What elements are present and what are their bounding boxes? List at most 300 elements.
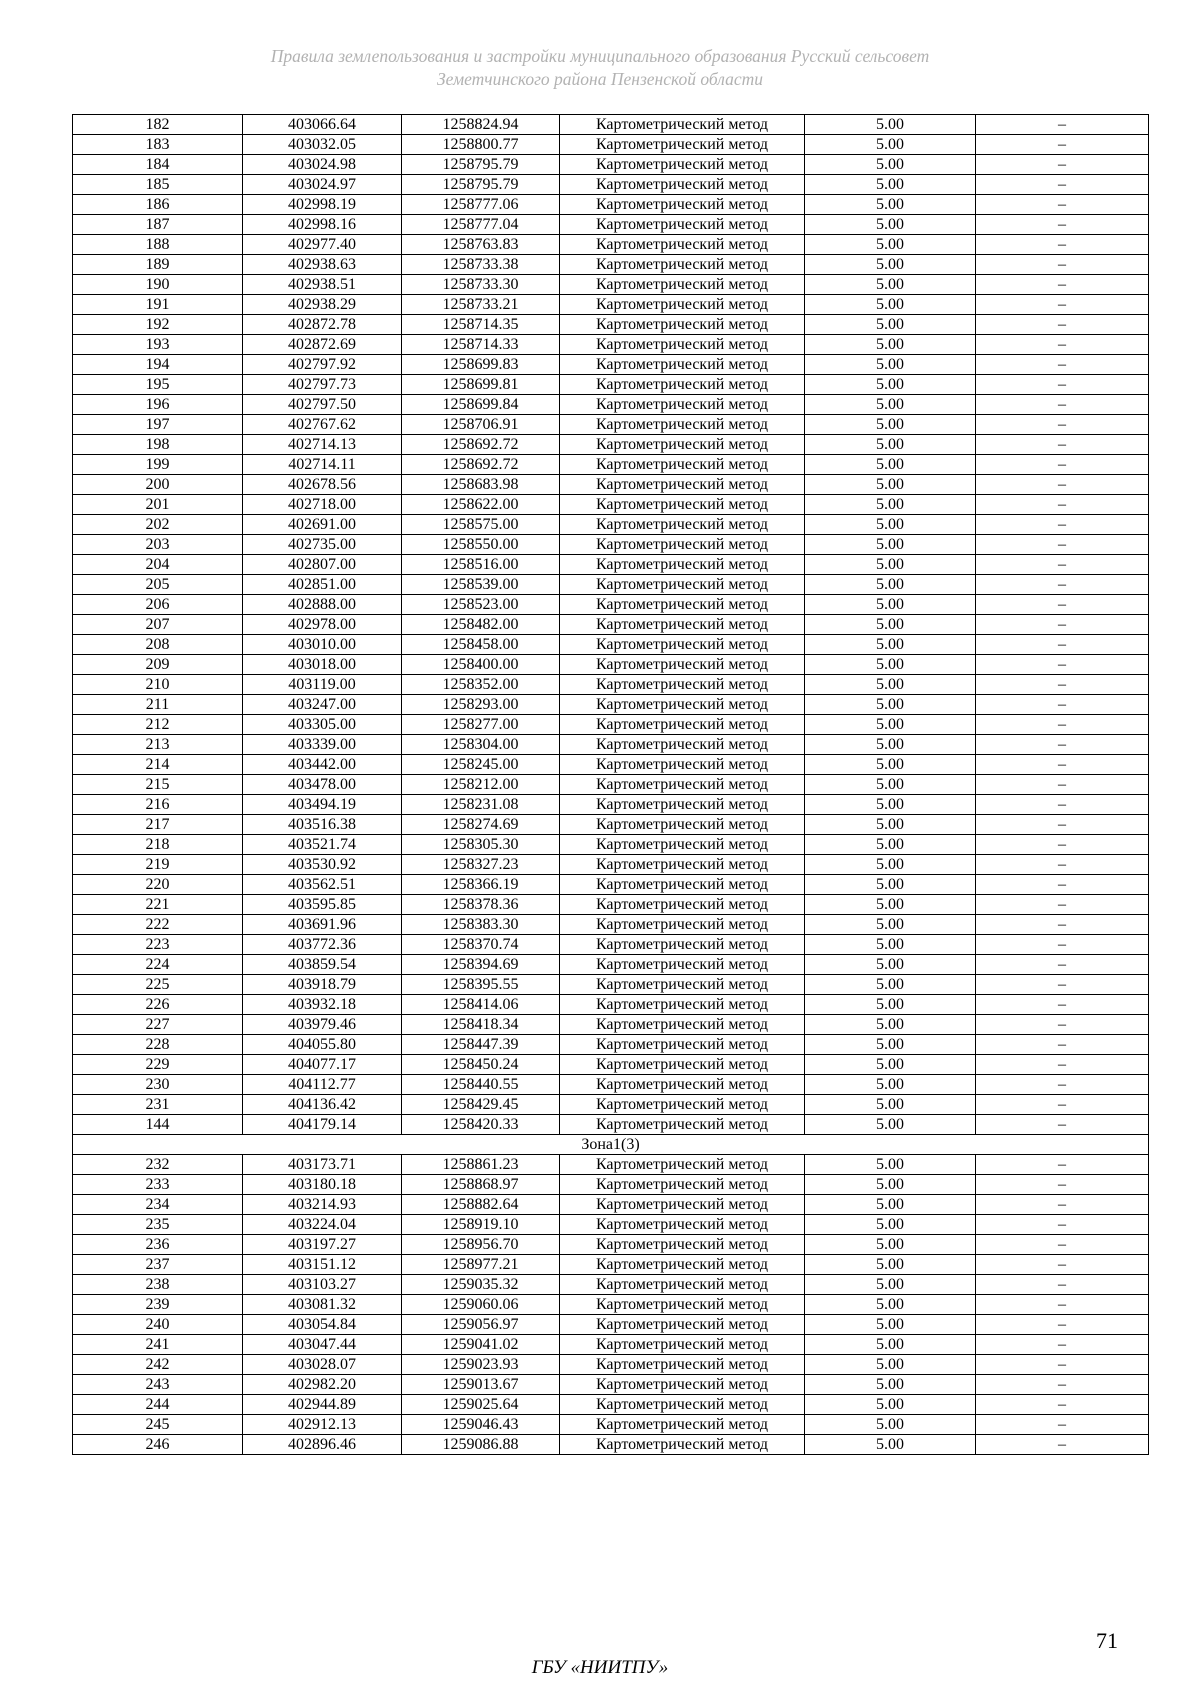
- note-cell: –: [976, 1435, 1149, 1455]
- point-number-cell: 233: [73, 1175, 243, 1195]
- note-cell: –: [976, 335, 1149, 355]
- note-cell: –: [976, 1375, 1149, 1395]
- table-row: [73, 1015, 1149, 1035]
- point-number-cell: 200: [73, 475, 243, 495]
- accuracy-cell: 5.00: [805, 315, 976, 335]
- point-number-cell: 144: [73, 1115, 243, 1135]
- y-coordinate-cell: 1258327.23: [402, 855, 560, 875]
- y-coordinate-cell: 1258699.83: [402, 355, 560, 375]
- table-row: [73, 1075, 1149, 1095]
- table-row: [73, 975, 1149, 995]
- method-cell: Картометрический метод: [560, 375, 805, 395]
- y-coordinate-cell: 1258699.81: [402, 375, 560, 395]
- y-coordinate-cell: 1258305.30: [402, 835, 560, 855]
- method-cell: Картометрический метод: [560, 875, 805, 895]
- method-cell: Картометрический метод: [560, 255, 805, 275]
- x-coordinate-cell: 402872.78: [243, 315, 402, 335]
- table-row: [73, 455, 1149, 475]
- point-number-cell: 203: [73, 535, 243, 555]
- table-row: [73, 695, 1149, 715]
- accuracy-cell: 5.00: [805, 995, 976, 1015]
- y-coordinate-cell: 1258868.97: [402, 1175, 560, 1195]
- note-cell: –: [976, 1195, 1149, 1215]
- x-coordinate-cell: 402714.11: [243, 455, 402, 475]
- method-cell: Картометрический метод: [560, 935, 805, 955]
- table-row: [73, 315, 1149, 335]
- note-cell: –: [976, 355, 1149, 375]
- x-coordinate-cell: 403932.18: [243, 995, 402, 1015]
- accuracy-cell: 5.00: [805, 855, 976, 875]
- y-coordinate-cell: 1258550.00: [402, 535, 560, 555]
- y-coordinate-cell: 1258699.84: [402, 395, 560, 415]
- note-cell: –: [976, 1335, 1149, 1355]
- method-cell: Картометрический метод: [560, 515, 805, 535]
- table-row: [73, 1415, 1149, 1435]
- note-cell: –: [976, 1415, 1149, 1435]
- note-cell: –: [976, 775, 1149, 795]
- table-row: [73, 1255, 1149, 1275]
- accuracy-cell: 5.00: [805, 1115, 976, 1135]
- y-coordinate-cell: 1259041.02: [402, 1335, 560, 1355]
- x-coordinate-cell: 403521.74: [243, 835, 402, 855]
- method-cell: Картометрический метод: [560, 835, 805, 855]
- note-cell: –: [976, 915, 1149, 935]
- note-cell: –: [976, 1215, 1149, 1235]
- table-row: [73, 1375, 1149, 1395]
- point-number-cell: 225: [73, 975, 243, 995]
- accuracy-cell: 5.00: [805, 395, 976, 415]
- x-coordinate-cell: 403054.84: [243, 1315, 402, 1335]
- method-cell: Картометрический метод: [560, 335, 805, 355]
- x-coordinate-cell: 403305.00: [243, 715, 402, 735]
- y-coordinate-cell: 1258516.00: [402, 555, 560, 575]
- note-cell: –: [976, 135, 1149, 155]
- accuracy-cell: 5.00: [805, 475, 976, 495]
- table-row: [73, 1035, 1149, 1055]
- accuracy-cell: 5.00: [805, 275, 976, 295]
- method-cell: Картометрический метод: [560, 555, 805, 575]
- y-coordinate-cell: 1258293.00: [402, 695, 560, 715]
- point-number-cell: 215: [73, 775, 243, 795]
- x-coordinate-cell: 402938.51: [243, 275, 402, 295]
- accuracy-cell: 5.00: [805, 1315, 976, 1335]
- y-coordinate-cell: 1258429.45: [402, 1095, 560, 1115]
- x-coordinate-cell: 403197.27: [243, 1235, 402, 1255]
- table-row: [73, 1355, 1149, 1375]
- y-coordinate-cell: 1258447.39: [402, 1035, 560, 1055]
- table-row: [73, 215, 1149, 235]
- point-number-cell: 196: [73, 395, 243, 415]
- method-cell: Картометрический метод: [560, 1275, 805, 1295]
- accuracy-cell: 5.00: [805, 435, 976, 455]
- note-cell: –: [976, 675, 1149, 695]
- x-coordinate-cell: 402718.00: [243, 495, 402, 515]
- y-coordinate-cell: 1258795.79: [402, 175, 560, 195]
- point-number-cell: 231: [73, 1095, 243, 1115]
- x-coordinate-cell: 402767.62: [243, 415, 402, 435]
- accuracy-cell: 5.00: [805, 975, 976, 995]
- x-coordinate-cell: 402944.89: [243, 1395, 402, 1415]
- method-cell: Картометрический метод: [560, 175, 805, 195]
- accuracy-cell: 5.00: [805, 595, 976, 615]
- y-coordinate-cell: 1258352.00: [402, 675, 560, 695]
- x-coordinate-cell: 403066.64: [243, 115, 402, 135]
- method-cell: Картометрический метод: [560, 1235, 805, 1255]
- note-cell: –: [976, 1155, 1149, 1175]
- note-cell: –: [976, 495, 1149, 515]
- method-cell: Картометрический метод: [560, 1035, 805, 1055]
- table-row: [73, 1215, 1149, 1235]
- method-cell: Картометрический метод: [560, 155, 805, 175]
- note-cell: –: [976, 975, 1149, 995]
- accuracy-cell: 5.00: [805, 1155, 976, 1175]
- x-coordinate-cell: 403247.00: [243, 695, 402, 715]
- method-cell: Картометрический метод: [560, 1195, 805, 1215]
- accuracy-cell: 5.00: [805, 135, 976, 155]
- y-coordinate-cell: 1259060.06: [402, 1295, 560, 1315]
- x-coordinate-cell: 402888.00: [243, 595, 402, 615]
- y-coordinate-cell: 1259086.88: [402, 1435, 560, 1455]
- table-row: [73, 495, 1149, 515]
- x-coordinate-cell: 402678.56: [243, 475, 402, 495]
- table-row: [73, 1195, 1149, 1215]
- method-cell: Картометрический метод: [560, 135, 805, 155]
- x-coordinate-cell: 402797.50: [243, 395, 402, 415]
- point-number-cell: 210: [73, 675, 243, 695]
- point-number-cell: 187: [73, 215, 243, 235]
- table-row: [73, 1095, 1149, 1115]
- note-cell: –: [976, 375, 1149, 395]
- point-number-cell: 232: [73, 1155, 243, 1175]
- table-row: [73, 855, 1149, 875]
- method-cell: Картометрический метод: [560, 715, 805, 735]
- x-coordinate-cell: 403772.36: [243, 935, 402, 955]
- point-number-cell: 209: [73, 655, 243, 675]
- accuracy-cell: 5.00: [805, 495, 976, 515]
- table-row: [73, 955, 1149, 975]
- point-number-cell: 194: [73, 355, 243, 375]
- point-number-cell: 242: [73, 1355, 243, 1375]
- accuracy-cell: 5.00: [805, 535, 976, 555]
- accuracy-cell: 5.00: [805, 1195, 976, 1215]
- accuracy-cell: 5.00: [805, 835, 976, 855]
- accuracy-cell: 5.00: [805, 1175, 976, 1195]
- note-cell: –: [976, 535, 1149, 555]
- method-cell: Картометрический метод: [560, 415, 805, 435]
- table-row: [73, 295, 1149, 315]
- table-row: [73, 275, 1149, 295]
- point-number-cell: 229: [73, 1055, 243, 1075]
- note-cell: –: [976, 995, 1149, 1015]
- method-cell: Картометрический метод: [560, 1335, 805, 1355]
- note-cell: –: [976, 1275, 1149, 1295]
- method-cell: Картометрический метод: [560, 1075, 805, 1095]
- y-coordinate-cell: 1258395.55: [402, 975, 560, 995]
- y-coordinate-cell: 1258919.10: [402, 1215, 560, 1235]
- table-row: [73, 875, 1149, 895]
- note-cell: –: [976, 1355, 1149, 1375]
- method-cell: Картометрический метод: [560, 1215, 805, 1235]
- y-coordinate-cell: 1258795.79: [402, 155, 560, 175]
- table-row: [73, 895, 1149, 915]
- method-cell: Картометрический метод: [560, 855, 805, 875]
- point-number-cell: 207: [73, 615, 243, 635]
- accuracy-cell: 5.00: [805, 635, 976, 655]
- running-header: [0, 45, 1200, 91]
- table-row: [73, 1175, 1149, 1195]
- zone-header-row: [73, 1135, 1149, 1155]
- accuracy-cell: 5.00: [805, 255, 976, 275]
- accuracy-cell: 5.00: [805, 555, 976, 575]
- table-row: [73, 555, 1149, 575]
- method-cell: Картометрический метод: [560, 1415, 805, 1435]
- table-row: [73, 1115, 1149, 1135]
- x-coordinate-cell: 403562.51: [243, 875, 402, 895]
- table-row: [73, 1295, 1149, 1315]
- x-coordinate-cell: 403595.85: [243, 895, 402, 915]
- y-coordinate-cell: 1258539.00: [402, 575, 560, 595]
- accuracy-cell: 5.00: [805, 415, 976, 435]
- y-coordinate-cell: 1258777.06: [402, 195, 560, 215]
- note-cell: –: [976, 155, 1149, 175]
- note-cell: –: [976, 295, 1149, 315]
- note-cell: –: [976, 575, 1149, 595]
- point-number-cell: 197: [73, 415, 243, 435]
- point-number-cell: 222: [73, 915, 243, 935]
- x-coordinate-cell: 402938.63: [243, 255, 402, 275]
- x-coordinate-cell: 403024.98: [243, 155, 402, 175]
- x-coordinate-cell: 402797.73: [243, 375, 402, 395]
- method-cell: Картометрический метод: [560, 355, 805, 375]
- accuracy-cell: 5.00: [805, 295, 976, 315]
- note-cell: –: [976, 635, 1149, 655]
- accuracy-cell: 5.00: [805, 1395, 976, 1415]
- accuracy-cell: 5.00: [805, 515, 976, 535]
- table-row: [73, 335, 1149, 355]
- point-number-cell: 236: [73, 1235, 243, 1255]
- method-cell: Картометрический метод: [560, 655, 805, 675]
- point-number-cell: 184: [73, 155, 243, 175]
- point-number-cell: 201: [73, 495, 243, 515]
- point-number-cell: 192: [73, 315, 243, 335]
- note-cell: –: [976, 115, 1149, 135]
- x-coordinate-cell: 403119.00: [243, 675, 402, 695]
- method-cell: Картометрический метод: [560, 975, 805, 995]
- point-number-cell: 182: [73, 115, 243, 135]
- x-coordinate-cell: 402807.00: [243, 555, 402, 575]
- point-number-cell: 199: [73, 455, 243, 475]
- y-coordinate-cell: 1259035.32: [402, 1275, 560, 1295]
- method-cell: Картометрический метод: [560, 1315, 805, 1335]
- table-row: [73, 835, 1149, 855]
- accuracy-cell: 5.00: [805, 775, 976, 795]
- method-cell: Картометрический метод: [560, 275, 805, 295]
- table-row: [73, 175, 1149, 195]
- note-cell: –: [976, 515, 1149, 535]
- note-cell: –: [976, 415, 1149, 435]
- table-row: [73, 575, 1149, 595]
- point-number-cell: 202: [73, 515, 243, 535]
- method-cell: Картометрический метод: [560, 1115, 805, 1135]
- note-cell: –: [976, 555, 1149, 575]
- accuracy-cell: 5.00: [805, 615, 976, 635]
- y-coordinate-cell: 1258482.00: [402, 615, 560, 635]
- x-coordinate-cell: 403103.27: [243, 1275, 402, 1295]
- point-number-cell: 214: [73, 755, 243, 775]
- point-number-cell: 220: [73, 875, 243, 895]
- accuracy-cell: 5.00: [805, 935, 976, 955]
- accuracy-cell: 5.00: [805, 195, 976, 215]
- x-coordinate-cell: 403024.97: [243, 175, 402, 195]
- method-cell: Картометрический метод: [560, 1055, 805, 1075]
- y-coordinate-cell: 1258523.00: [402, 595, 560, 615]
- note-cell: –: [976, 1035, 1149, 1055]
- x-coordinate-cell: 403478.00: [243, 775, 402, 795]
- accuracy-cell: 5.00: [805, 1095, 976, 1115]
- x-coordinate-cell: 402851.00: [243, 575, 402, 595]
- y-coordinate-cell: 1259056.97: [402, 1315, 560, 1335]
- x-coordinate-cell: 402978.00: [243, 615, 402, 635]
- y-coordinate-cell: 1259023.93: [402, 1355, 560, 1375]
- point-number-cell: 223: [73, 935, 243, 955]
- y-coordinate-cell: 1258304.00: [402, 735, 560, 755]
- point-number-cell: 244: [73, 1395, 243, 1415]
- method-cell: Картометрический метод: [560, 115, 805, 135]
- note-cell: –: [976, 795, 1149, 815]
- y-coordinate-cell: 1258733.38: [402, 255, 560, 275]
- x-coordinate-cell: 403530.92: [243, 855, 402, 875]
- table-row: [73, 515, 1149, 535]
- accuracy-cell: 5.00: [805, 235, 976, 255]
- method-cell: Картометрический метод: [560, 615, 805, 635]
- note-cell: –: [976, 275, 1149, 295]
- y-coordinate-cell: 1258800.77: [402, 135, 560, 155]
- method-cell: Картометрический метод: [560, 1095, 805, 1115]
- method-cell: Картометрический метод: [560, 695, 805, 715]
- y-coordinate-cell: 1259025.64: [402, 1395, 560, 1415]
- table-row: [73, 255, 1149, 275]
- x-coordinate-cell: 402998.19: [243, 195, 402, 215]
- point-number-cell: 238: [73, 1275, 243, 1295]
- accuracy-cell: 5.00: [805, 1215, 976, 1235]
- x-coordinate-cell: 403979.46: [243, 1015, 402, 1035]
- point-number-cell: 204: [73, 555, 243, 575]
- point-number-cell: 183: [73, 135, 243, 155]
- header-line-2: Земетчинского района Пензенской области: [436, 69, 764, 89]
- method-cell: Картометрический метод: [560, 735, 805, 755]
- table-row: [73, 775, 1149, 795]
- accuracy-cell: 5.00: [805, 715, 976, 735]
- point-number-cell: 218: [73, 835, 243, 855]
- x-coordinate-cell: 402896.46: [243, 1435, 402, 1455]
- table-row: [73, 995, 1149, 1015]
- method-cell: Картометрический метод: [560, 1255, 805, 1275]
- point-number-cell: 245: [73, 1415, 243, 1435]
- accuracy-cell: 5.00: [805, 1295, 976, 1315]
- y-coordinate-cell: 1259013.67: [402, 1375, 560, 1395]
- y-coordinate-cell: 1258733.21: [402, 295, 560, 315]
- x-coordinate-cell: 404136.42: [243, 1095, 402, 1115]
- y-coordinate-cell: 1258383.30: [402, 915, 560, 935]
- method-cell: Картометрический метод: [560, 1295, 805, 1315]
- x-coordinate-cell: 402998.16: [243, 215, 402, 235]
- method-cell: Картометрический метод: [560, 815, 805, 835]
- note-cell: –: [976, 1055, 1149, 1075]
- note-cell: –: [976, 435, 1149, 455]
- x-coordinate-cell: 403081.32: [243, 1295, 402, 1315]
- y-coordinate-cell: 1258777.04: [402, 215, 560, 235]
- accuracy-cell: 5.00: [805, 735, 976, 755]
- method-cell: Картометрический метод: [560, 635, 805, 655]
- point-number-cell: 213: [73, 735, 243, 755]
- x-coordinate-cell: 402938.29: [243, 295, 402, 315]
- note-cell: –: [976, 1255, 1149, 1275]
- x-coordinate-cell: 403516.38: [243, 815, 402, 835]
- method-cell: Картометрический метод: [560, 1155, 805, 1175]
- table-row: [73, 635, 1149, 655]
- note-cell: –: [976, 215, 1149, 235]
- accuracy-cell: 5.00: [805, 1255, 976, 1275]
- table-row: [73, 155, 1149, 175]
- note-cell: –: [976, 1095, 1149, 1115]
- coordinates-table-body: [73, 115, 1149, 1455]
- note-cell: –: [976, 255, 1149, 275]
- method-cell: Картометрический метод: [560, 1175, 805, 1195]
- table-row: [73, 415, 1149, 435]
- method-cell: Картометрический метод: [560, 575, 805, 595]
- table-row: [73, 135, 1149, 155]
- note-cell: –: [976, 195, 1149, 215]
- note-cell: –: [976, 1115, 1149, 1135]
- x-coordinate-cell: 403018.00: [243, 655, 402, 675]
- y-coordinate-cell: 1258824.94: [402, 115, 560, 135]
- point-number-cell: 193: [73, 335, 243, 355]
- note-cell: –: [976, 875, 1149, 895]
- note-cell: –: [976, 835, 1149, 855]
- note-cell: –: [976, 815, 1149, 835]
- y-coordinate-cell: 1258400.00: [402, 655, 560, 675]
- x-coordinate-cell: 402977.40: [243, 235, 402, 255]
- y-coordinate-cell: 1258245.00: [402, 755, 560, 775]
- table-row: [73, 735, 1149, 755]
- accuracy-cell: 5.00: [805, 1235, 976, 1255]
- y-coordinate-cell: 1258418.34: [402, 1015, 560, 1035]
- point-number-cell: 241: [73, 1335, 243, 1355]
- y-coordinate-cell: 1258956.70: [402, 1235, 560, 1255]
- note-cell: –: [976, 735, 1149, 755]
- y-coordinate-cell: 1258692.72: [402, 435, 560, 455]
- point-number-cell: 219: [73, 855, 243, 875]
- x-coordinate-cell: 402735.00: [243, 535, 402, 555]
- y-coordinate-cell: 1259046.43: [402, 1415, 560, 1435]
- method-cell: Картометрический метод: [560, 915, 805, 935]
- note-cell: –: [976, 315, 1149, 335]
- method-cell: Картометрический метод: [560, 495, 805, 515]
- point-number-cell: 226: [73, 995, 243, 1015]
- method-cell: Картометрический метод: [560, 755, 805, 775]
- note-cell: –: [976, 655, 1149, 675]
- y-coordinate-cell: 1258277.00: [402, 715, 560, 735]
- method-cell: Картометрический метод: [560, 535, 805, 555]
- point-number-cell: 234: [73, 1195, 243, 1215]
- zone-label: Зона1(3): [73, 1135, 1149, 1155]
- y-coordinate-cell: 1258733.30: [402, 275, 560, 295]
- y-coordinate-cell: 1258622.00: [402, 495, 560, 515]
- note-cell: –: [976, 895, 1149, 915]
- point-number-cell: 212: [73, 715, 243, 735]
- accuracy-cell: 5.00: [805, 755, 976, 775]
- y-coordinate-cell: 1258274.69: [402, 815, 560, 835]
